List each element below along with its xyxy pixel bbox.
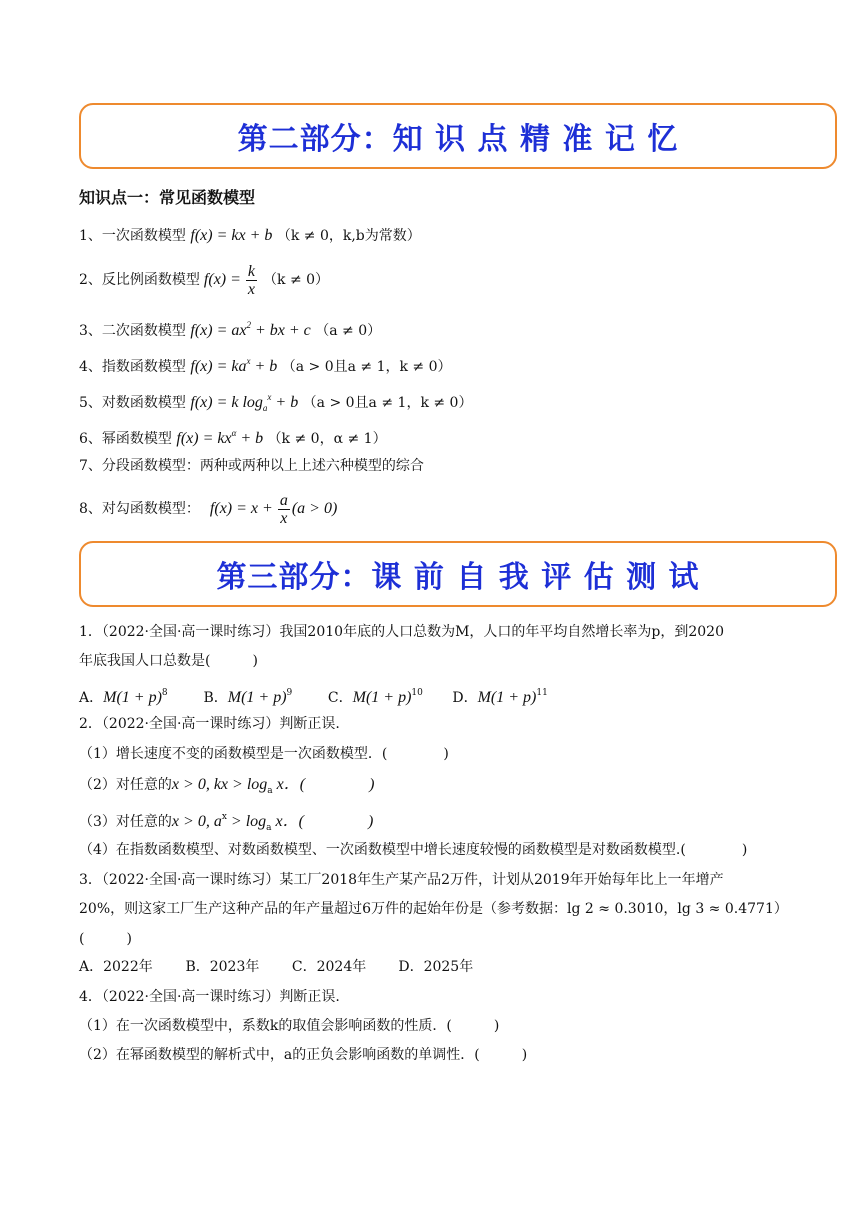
part3-banner [79, 541, 837, 607]
option-d: D．$M(1 + p)^{11}$ [452, 688, 548, 706]
part2-banner [79, 103, 837, 169]
formula: f(x) = kx + b [190, 227, 273, 244]
question-3-options [79, 956, 500, 978]
model-item-3: 3、二次函数模型 $f(x) = ax^2$ + bx + c （a ≠ 0） [79, 320, 382, 339]
option-a: A．2022年 [79, 959, 153, 975]
knowledge-heading: 知识点一：常见函数模型 [79, 188, 256, 207]
question-2-statement-2: （2）对任意的x > 0, kx > $\log_a x$．( ) [79, 776, 375, 796]
question-1-options [79, 682, 572, 709]
question-2-stem: 2．（2022·全国·高一课时练习）判断正误. [79, 716, 340, 732]
model-item-2: 2、反比例函数模型 f(x) = $\frac{k}{x}$ （k ≠ 0） [79, 262, 330, 298]
note: （a > 0且a ≠ 1，k ≠ 0） [281, 359, 452, 375]
question-3-line-1: 3．（2022·全国·高一课时练习）某工厂2018年生产某产品2万件，计划从2019年开始每年比上一年增产 [79, 872, 724, 888]
question-2-statement-1: （1）增长速度不变的函数模型是一次函数模型．( ) [79, 746, 449, 762]
question-3-line-2: 20%，则这家工厂生产这种产品的年产量超过6万件的起始年份是（参考数据：lg 2 ≈ 0.3010，lg 3 ≈ 0.4771） [79, 901, 788, 917]
model-item-7: 7、分段函数模型：两种或两种以上上述六种模型的综合 [79, 458, 424, 474]
question-4-stem: 4．（2022·全国·高一课时练习）判断正误. [79, 989, 340, 1005]
option-c: C．2024年 [291, 959, 367, 975]
question-2-statement-3: （3）对任意的x > 0, $a^x > \log_a x$．( ) [79, 812, 374, 833]
question-3-line-3: ( ) [79, 931, 132, 947]
part3-title: 第三部分：课 前 自 我 评 估 测 试 [216, 560, 700, 595]
option-a: A．$M(1 + p)^8$ [79, 688, 168, 706]
model-item-8: 8、对勾函数模型： f(x) = x + $\frac{a}{x}$ (a > 0) [79, 491, 338, 527]
model-item-1: 1、一次函数模型 f(x) = kx + b （k ≠ 0，k,b为常数） [79, 227, 421, 244]
option-d: D．2025年 [398, 959, 474, 975]
part2-title: 第二部分：知 识 点 精 准 记 忆 [237, 122, 679, 157]
question-2-statement-4: （4）在指数函数模型、对数函数模型、一次函数模型中增长速度较慢的函数模型是对数函数模型.( ) [79, 842, 748, 858]
question-4-statement-1: （1）在一次函数模型中，系数k的取值会影响函数的性质．( ) [79, 1018, 500, 1034]
fraction: $\frac{a}{x}$ [279, 491, 288, 527]
note: （k ≠ 0，α ≠ 1） [267, 431, 387, 447]
question-4-statement-2: （2）在幂函数模型的解析式中，a的正负会影响函数的单调性．( ) [79, 1047, 528, 1063]
note: （k ≠ 0） [263, 272, 330, 288]
option-b: B．2023年 [185, 959, 260, 975]
note: （k ≠ 0，k,b为常数） [276, 228, 421, 244]
question-1-line-2: 年底我国人口总数是( ) [79, 653, 258, 669]
fraction: $\frac{k}{x}$ [247, 262, 256, 298]
model-item-6: 6、幂函数模型 $f(x) = kx^\alpha + b$ （k ≠ 0，α ≠ 1） [79, 428, 387, 447]
option-b: B．$M(1 + p)^9$ [203, 688, 293, 706]
note: （a ≠ 0） [315, 323, 382, 339]
model-item-4: 4、指数函数模型 $f(x) = ka^x + b$ （a > 0且a ≠ 1，k ≠ 0） [79, 356, 452, 375]
note: （a > 0且a ≠ 1，k ≠ 0） [302, 395, 473, 411]
option-c: C．$M(1 + p)^{10}$ [327, 688, 423, 706]
model-item-5: 5、对数函数模型 f(x) = k $\log_a^x + b$ （a > 0且a ≠ 1，k ≠ 0） [79, 392, 473, 413]
question-1-line-1: 1．（2022·全国·高一课时练习）我国2010年底的人口总数为M，人口的年平均自然增长率为p，到2020 [79, 624, 724, 640]
